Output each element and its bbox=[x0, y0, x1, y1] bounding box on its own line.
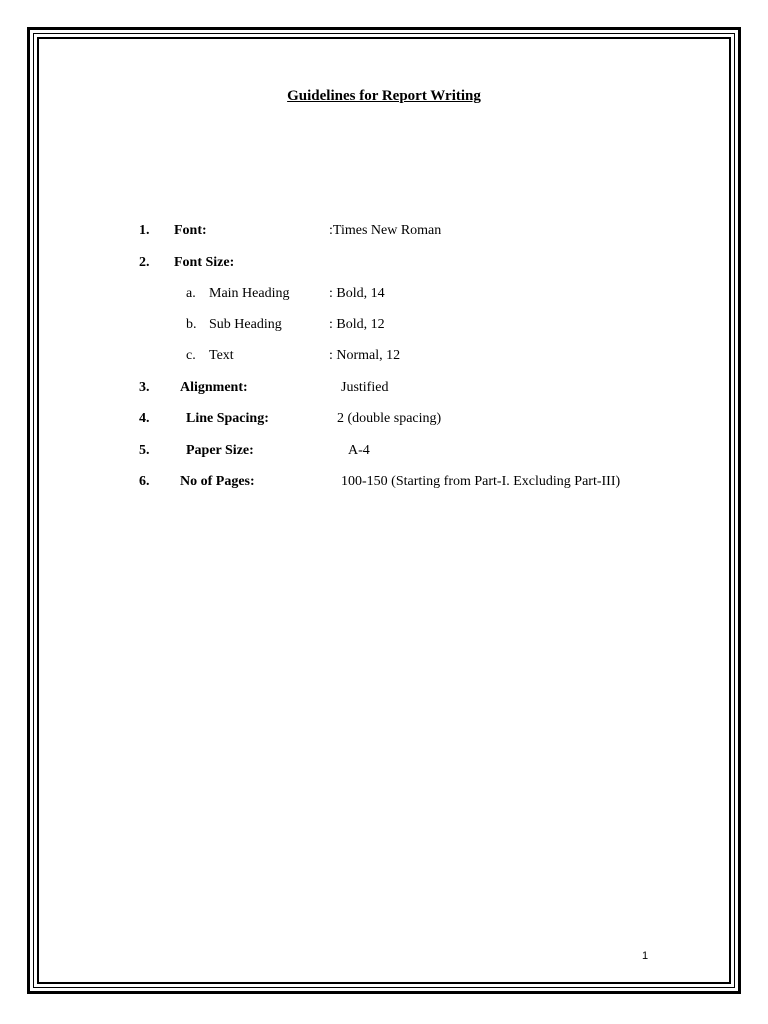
sub-item-value: : Bold, 14 bbox=[329, 286, 385, 301]
item-number: 6. bbox=[139, 474, 150, 489]
item-value: 100-150 (Starting from Part-I. Excluding Part-III) bbox=[341, 474, 621, 489]
item-number: 1. bbox=[139, 223, 150, 238]
item-label: No of Pages: bbox=[180, 474, 255, 489]
item-number: 3. bbox=[139, 380, 150, 395]
sub-item-label: Sub Heading bbox=[209, 317, 282, 332]
sub-item-label: Text bbox=[209, 348, 234, 363]
item-number: 4. bbox=[139, 411, 150, 426]
item-value: A-4 bbox=[348, 443, 370, 458]
page-border-inner bbox=[37, 37, 731, 984]
item-value: :Times New Roman bbox=[329, 223, 442, 238]
item-label: Font: bbox=[174, 223, 207, 238]
item-value: 2 (double spacing) bbox=[337, 411, 442, 426]
sub-item-value: : Normal, 12 bbox=[329, 348, 401, 363]
page-number: 1 bbox=[642, 950, 649, 962]
item-label: Paper Size: bbox=[186, 443, 254, 458]
sub-item-letter: a. bbox=[186, 286, 196, 301]
item-label: Font Size: bbox=[174, 255, 235, 270]
item-number: 2. bbox=[139, 255, 150, 270]
item-number: 5. bbox=[139, 443, 150, 458]
sub-item-letter: c. bbox=[186, 348, 196, 363]
sub-item-value: : Bold, 12 bbox=[329, 317, 385, 332]
document-title: Guidelines for Report Writing bbox=[287, 88, 481, 104]
item-value: Justified bbox=[341, 380, 389, 395]
sub-item-label: Main Heading bbox=[209, 286, 290, 301]
sub-item-letter: b. bbox=[186, 317, 197, 332]
item-label: Alignment: bbox=[180, 380, 248, 395]
item-label: Line Spacing: bbox=[186, 411, 269, 426]
